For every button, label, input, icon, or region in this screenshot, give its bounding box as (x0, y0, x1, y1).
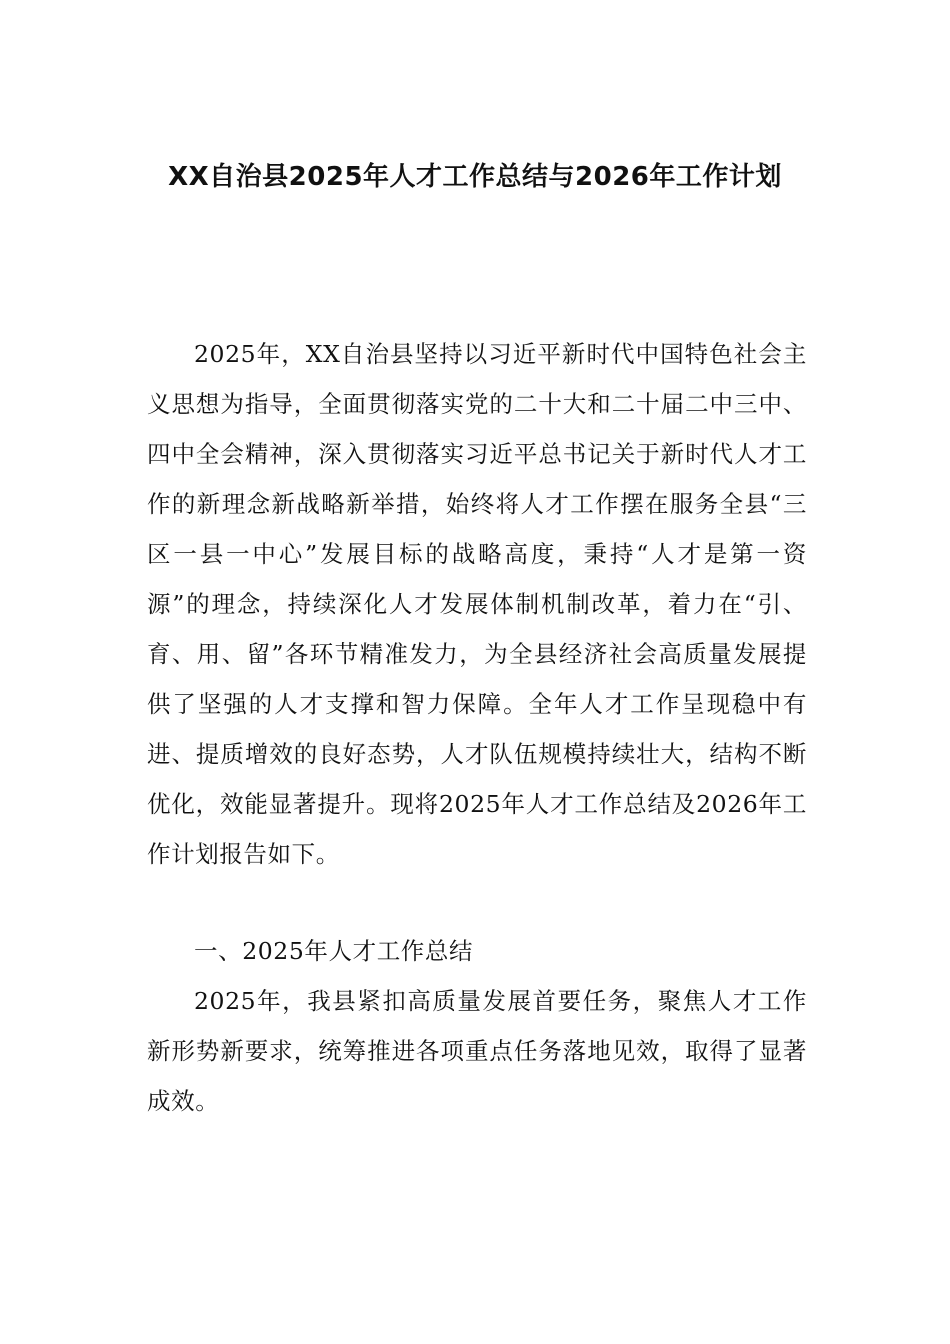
section-paragraph: 2025年，我县紧扣高质量发展首要任务，聚焦人才工作新形势新要求，统筹推进各项重点任务落地见效，取得了显著成效。 (147, 987, 807, 1115)
intro-paragraph: 2025年，XX自治县坚持以习近平新时代中国特色社会主义思想为指导，全面贯彻落实党的二十大和二十届二中三中、四中全会精神，深入贯彻落实习近平总书记关于新时代人才工作的新理念新战略新举措，始终将人才工作摆在服务全县“三区一县一中心”发展目标的战略高度，秉持“人才是第一资源”的理念，持续深化人才发展体制机制改革，着力在“引、育、用、留”各环节精准发力，为全县经济社会高质量发展提供了坚强的人才支撑和智力保障。全年人才工作呈现稳中有进、提质增效的良好态势，人才队伍规模持续壮大，结构不断优化，效能显著提升。现将2025年人才工作总结及2026年工作计划报告如下。 (147, 340, 807, 868)
section-heading: 一、2025年人才工作总结 (194, 937, 474, 965)
document-title: XX自治县2025年人才工作总结与2026年工作计划 (168, 162, 782, 192)
